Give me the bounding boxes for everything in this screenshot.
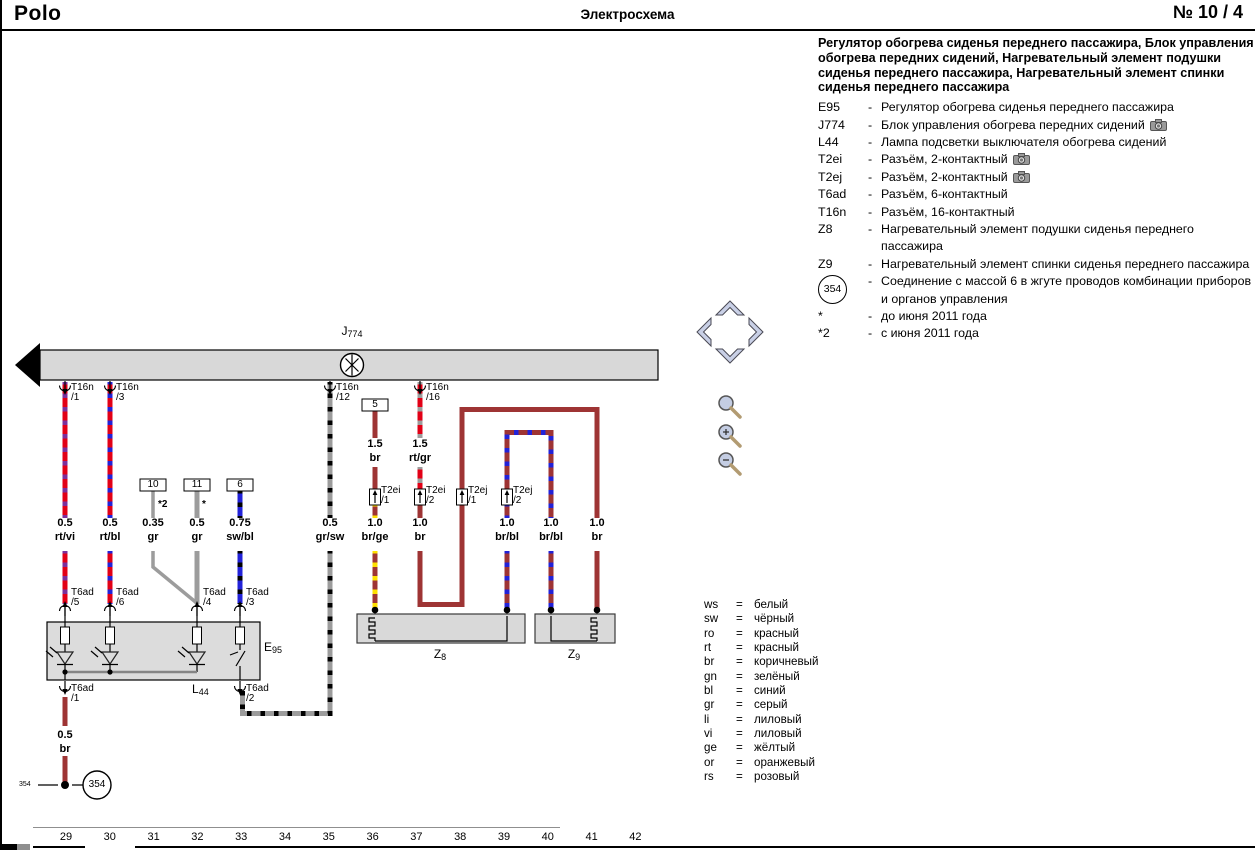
track-number: 41 <box>585 831 598 843</box>
wire8-color-upper: rt/gr <box>409 452 431 464</box>
legend-dash: - <box>868 204 873 219</box>
pan-down-button[interactable] <box>716 349 744 363</box>
track-number: 35 <box>322 831 335 843</box>
equals-sign: = <box>736 626 743 640</box>
t16n-3: T16n <box>116 382 139 393</box>
t2ej-2: T2ej <box>513 485 533 496</box>
color-code-br <box>704 655 818 669</box>
color-code: or <box>704 755 715 769</box>
legend-item-description: Разъём, 2-контактный <box>881 151 1254 168</box>
legend-item-Z9 <box>818 256 1254 273</box>
wire4-size: 0.5 <box>189 517 205 529</box>
legend-dash: - <box>868 256 873 271</box>
pan-left-button[interactable] <box>697 318 711 346</box>
wire4-color: gr <box>191 531 203 543</box>
color-name: зелёный <box>754 669 800 683</box>
l44-label: L44 <box>192 682 209 697</box>
track-number: 31 <box>147 831 160 843</box>
t6ad-6: T6ad <box>116 587 139 598</box>
equals-sign: = <box>736 712 743 726</box>
t6ad-5-pin: /5 <box>71 597 80 608</box>
track-number: 32 <box>191 831 204 843</box>
zoom-reset-button[interactable] <box>719 396 740 417</box>
ground-354-badge: 354 <box>818 275 847 304</box>
wire7-color: br/ge <box>361 531 389 543</box>
equals-sign: = <box>736 741 743 755</box>
t16n-1: T16n <box>71 382 94 393</box>
info-panel <box>818 36 1254 343</box>
color-code: li <box>704 712 710 726</box>
color-code-gn <box>704 670 818 684</box>
t6ad-3-pin: /3 <box>246 597 255 608</box>
legend-item-code: T2ej <box>818 169 843 184</box>
legend-note-star2: *2 - с июня 2011 года <box>818 326 979 341</box>
color-code-or <box>704 756 818 770</box>
legend-dash: - <box>868 117 873 132</box>
camera-icon <box>1013 171 1030 183</box>
t6ad-top-terminals <box>60 601 246 616</box>
color-legend <box>704 598 818 784</box>
track-ruler-bottom <box>135 846 1255 848</box>
t6ad-4-pin: /4 <box>203 597 212 608</box>
track-number: 30 <box>103 831 116 843</box>
ref-box-11: 11 <box>191 479 203 490</box>
legend-item-code: E95 <box>818 100 841 115</box>
legend-note-star: * - до июня 2011 года <box>818 309 987 324</box>
legend-item-description: Разъём, 16-контактный <box>881 204 1015 219</box>
e95-label: E95 <box>264 640 283 655</box>
legend-item-E95 <box>818 99 1254 116</box>
wire11-size: 1.0 <box>589 517 605 529</box>
wire10-color: br/bl <box>539 531 563 543</box>
color-code-bl <box>704 684 818 698</box>
brand-logo: Polo <box>14 2 62 25</box>
ground-wire-size: 0.5 <box>57 729 73 741</box>
t2ej-1: T2ej <box>468 485 488 496</box>
color-name: жёлтый <box>754 741 796 755</box>
color-name: чёрный <box>754 612 795 626</box>
pan-up-button[interactable] <box>716 301 744 315</box>
t16n-16-pin: /16 <box>426 392 440 403</box>
color-name: белый <box>754 598 789 611</box>
legend-item-code: L44 <box>818 135 839 149</box>
color-code-gr <box>704 698 818 712</box>
t16n-1-pin: /1 <box>71 392 80 403</box>
equals-sign: = <box>736 755 743 769</box>
legend-dash: - <box>868 169 873 184</box>
legend-item-Z8 <box>818 221 1254 256</box>
color-code: ge <box>704 741 717 755</box>
equals-sign: = <box>736 684 743 698</box>
ref-box-6: 6 <box>237 479 243 490</box>
color-code-ro <box>704 627 818 641</box>
continuation-arrow-left[interactable] <box>15 343 40 387</box>
ref-box-10: 10 <box>147 479 159 490</box>
t16n-12-pin: /12 <box>336 392 350 403</box>
track-number: 29 <box>59 831 73 843</box>
t16n-12: T16n <box>336 382 359 393</box>
equals-sign: = <box>736 698 743 712</box>
legend-item-code: Z8 <box>818 222 833 237</box>
reference-boxes <box>140 399 388 491</box>
wire8-color: br <box>414 531 426 543</box>
legend-item-L44 <box>818 134 1254 151</box>
t16n-3-pin: /3 <box>116 392 125 403</box>
legend-item-code: Z9 <box>818 256 833 271</box>
color-code-sw <box>704 612 818 626</box>
corner-mark-grey <box>17 844 30 850</box>
color-code-rs <box>704 770 818 784</box>
legend-dash: - <box>868 222 873 237</box>
track-number: 34 <box>278 831 292 843</box>
t6ad-1: T6ad <box>71 683 94 694</box>
legend-item-description: Лампа подсветки выключателя обогрева сидений <box>881 135 1167 149</box>
wire5-size: 0.75 <box>229 517 251 529</box>
legend-item-J774 <box>818 117 1254 134</box>
legend-dash: - <box>868 187 873 202</box>
ground-354-tiny-label: 354 <box>19 781 31 788</box>
legend-dash: - <box>868 274 873 289</box>
equals-sign: = <box>736 598 743 611</box>
color-code-ge <box>704 741 818 755</box>
zoom-out-button[interactable] <box>719 453 740 474</box>
wire9-color: br/bl <box>495 531 519 543</box>
legend-item-T16n <box>818 204 1254 221</box>
t6ad-2: T6ad <box>246 683 269 694</box>
wire8-size-upper: 1.5 <box>412 438 428 450</box>
color-code: sw <box>704 612 719 626</box>
t6ad-5: T6ad <box>71 587 94 598</box>
wire1-color: rt/vi <box>54 531 76 543</box>
pan-right-button[interactable] <box>749 318 763 346</box>
z8-label: Z8 <box>433 647 447 662</box>
color-name: синий <box>754 684 786 698</box>
legend-item-code: J774 <box>818 117 845 132</box>
equals-sign: = <box>736 655 743 669</box>
equals-sign: = <box>736 770 743 784</box>
equals-sign: = <box>736 727 743 741</box>
t6ad-1-pin: /1 <box>71 693 80 704</box>
page-title: Электросхема <box>580 7 675 22</box>
color-code: ws <box>704 598 719 611</box>
legend-item-description: Разъём, 2-контактный <box>881 169 1254 186</box>
color-code: rt <box>704 641 712 655</box>
equals-sign: = <box>736 641 743 655</box>
wire1-size: 0.5 <box>57 517 73 529</box>
legend-dash: - <box>868 152 873 167</box>
ref-box-5: 5 <box>372 399 378 410</box>
wire2-color: rt/bl <box>99 531 121 543</box>
t16n-16: T16n <box>426 382 449 393</box>
t6ad-4: T6ad <box>203 587 226 598</box>
t2ei-2-pin: /2 <box>426 495 435 506</box>
color-code-li <box>704 713 818 727</box>
color-code: gn <box>704 669 717 683</box>
legend-items <box>818 99 1254 273</box>
legend-item-description: Нагревательный элемент подушки сиденья переднего пассажира <box>881 222 1194 254</box>
color-code: gr <box>704 698 715 712</box>
wire6-color: gr/sw <box>315 531 345 543</box>
page-number: № 10 / 4 <box>1172 2 1243 22</box>
ground-description: Соединение с массой 6 в жгуте проводов комбинации приборов и органов управления <box>881 274 1252 306</box>
track-number: 42 <box>629 831 642 843</box>
color-name: розовый <box>754 770 800 784</box>
t6ad-2-pin: /2 <box>246 693 255 704</box>
legend-item-code: T6ad <box>818 187 847 202</box>
color-name: коричневый <box>754 655 819 669</box>
legend-item-description: Разъём, 6-контактный <box>881 187 1008 202</box>
wire11-color: br <box>591 531 603 543</box>
track-number: 38 <box>454 831 467 843</box>
color-code-ws <box>704 598 818 612</box>
legend-dash: - <box>868 100 873 115</box>
color-code: br <box>704 655 715 669</box>
t2ej-1-pin: /1 <box>468 495 477 506</box>
equals-sign: = <box>736 612 743 626</box>
track-number: 37 <box>410 831 423 843</box>
color-code: bl <box>704 684 714 698</box>
legend-item-T2ej <box>818 169 1254 186</box>
color-code-vi <box>704 727 818 741</box>
z9-label: Z9 <box>567 647 581 662</box>
color-code: ro <box>704 626 715 640</box>
wire3-size: 0.35 <box>142 517 164 529</box>
legend-item-description: Регулятор обогрева сиденья переднего пассажира <box>881 100 1174 115</box>
wire8-size: 1.0 <box>412 517 428 529</box>
legend-item-description: Блок управления обогрева передних сидений <box>881 117 1254 134</box>
color-name: красный <box>754 641 799 655</box>
wire7-size-upper: 1.5 <box>367 438 383 450</box>
track-number: 33 <box>235 831 248 843</box>
legend-item-code: T2ei <box>818 152 843 167</box>
viewer-controls <box>688 288 778 488</box>
t6ad-6-pin: /6 <box>116 597 125 608</box>
wire7-size: 1.0 <box>367 517 383 529</box>
ground-wire-color: br <box>59 743 71 755</box>
t2ei-2: T2ei <box>426 485 446 496</box>
t6ad-3: T6ad <box>246 587 269 598</box>
camera-icon <box>1013 153 1030 165</box>
wire6-size: 0.5 <box>322 517 338 529</box>
note-star-mark: * <box>202 499 206 510</box>
color-code: vi <box>704 727 713 741</box>
track-number: 40 <box>541 831 554 843</box>
z9-box <box>535 614 615 643</box>
track-number: 36 <box>366 831 379 843</box>
color-name: лиловый <box>754 727 802 741</box>
legend-item-description: Нагревательный элемент спинки сиденья переднего пассажира <box>881 256 1250 271</box>
color-code-rt <box>704 641 818 655</box>
color-name: красный <box>754 626 799 640</box>
legend-item-ground <box>818 273 1254 308</box>
wire3-color: gr <box>147 531 159 543</box>
legend-item-T2ei <box>818 151 1254 168</box>
j774-label: J774 <box>341 324 363 339</box>
color-name: лиловый <box>754 712 802 726</box>
track-ruler-top <box>33 827 560 828</box>
t2ei-1-pin: /1 <box>381 495 390 506</box>
color-name: оранжевый <box>754 755 815 769</box>
track-ruler-left <box>33 846 85 848</box>
legend-item-T6ad <box>818 186 1254 203</box>
wire2-size: 0.5 <box>102 517 118 529</box>
note-star2-mark: *2 <box>158 499 168 510</box>
color-name: серый <box>754 698 788 712</box>
legend-title: Регулятор обогрева сиденья переднего пассажира, Блок управления обогрева передних сидений, Нагревательный элемент подушки сиденья переднего пассажира, Нагревательный элемент спинки сиденья переднего пассажира <box>818 36 1254 95</box>
t16n-terminals <box>60 381 426 395</box>
track-number: 39 <box>497 831 511 843</box>
legend-item-code: T16n <box>818 204 847 219</box>
ground-symbol <box>818 273 868 308</box>
ground-354-circle-label: 354 <box>88 779 106 790</box>
equals-sign: = <box>736 669 743 683</box>
wire10-size: 1.0 <box>543 517 559 529</box>
wire7-color-upper: br <box>369 452 381 464</box>
zoom-in-button[interactable] <box>719 425 740 446</box>
camera-icon <box>1150 119 1167 131</box>
legend-dash: - <box>868 135 873 149</box>
wire5-color: sw/bl <box>226 531 254 543</box>
color-code: rs <box>704 770 714 784</box>
t2ei-1: T2ei <box>381 485 401 496</box>
corner-mark-black <box>0 844 17 850</box>
wire9-size: 1.0 <box>499 517 515 529</box>
t2ej-2-pin: /2 <box>513 495 522 506</box>
z8-box <box>357 614 525 643</box>
